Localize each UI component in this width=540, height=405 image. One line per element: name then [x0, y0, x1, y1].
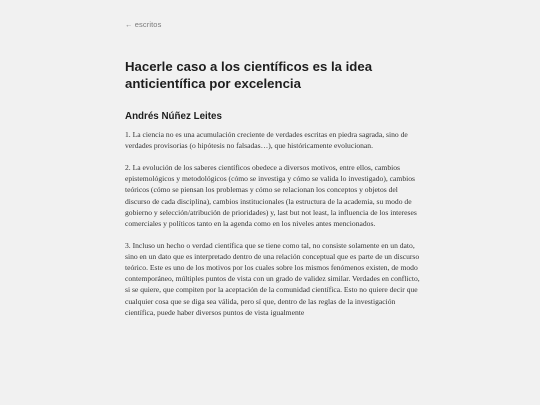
article-author: Andrés Núñez Leites: [125, 111, 222, 122]
paragraph-3: 3. Incluso un hecho o verdad científica que se tiene como tal, no consiste solamente en un dato, sino en un dato que es interpretado dentro de una relación conceptual que es parte de un discurso teórico. Este es uno de los motivos por los cuales sobre los mismos fenómenos existen, de modo contemporáneo, múltiples puntos de vista con un grado de validez similar. Verdades en conflicto, si se quiere, que compiten por la aceptación de la comunidad científica. Esto no quiere decir que cualquier cosa que se diga sea válida, pero sí que, dentro de las reglas de la investigación científica, puede haber diversos puntos de vista igualmente: [125, 240, 420, 317]
back-to-escritos-link[interactable]: ← escritos: [125, 20, 162, 29]
article-body: [125, 129, 425, 329]
paragraph-1: 1. La ciencia no es una acumulación creciente de verdades escritas en piedra sagrada, sino de verdades provisorias (o hipótesis no falsadas…), que históricamente evolucionan.: [125, 130, 408, 151]
paragraph-2: 2. La evolución de los saberes científicos obedece a diversos motivos, entre ellos, cambios epistemológicos y metodológicos (cómo se investiga y cómo se valida lo investigado), cambios teóricos (cómo se piensan los problemas y cómo se relacionan los conceptos y objetos del discurso de cada disciplina), cambios institucionales (la estructura de la academia, su modo de gobierno y selección/atribución de prioridades) y, last but not least, la influencia de los intereses comerciales y políticos tanto en la agenda como en los niveles antes mencionados.: [125, 162, 417, 228]
article-title: Hacerle caso a los científicos es la idea anticientífica por excelencia: [125, 59, 373, 91]
